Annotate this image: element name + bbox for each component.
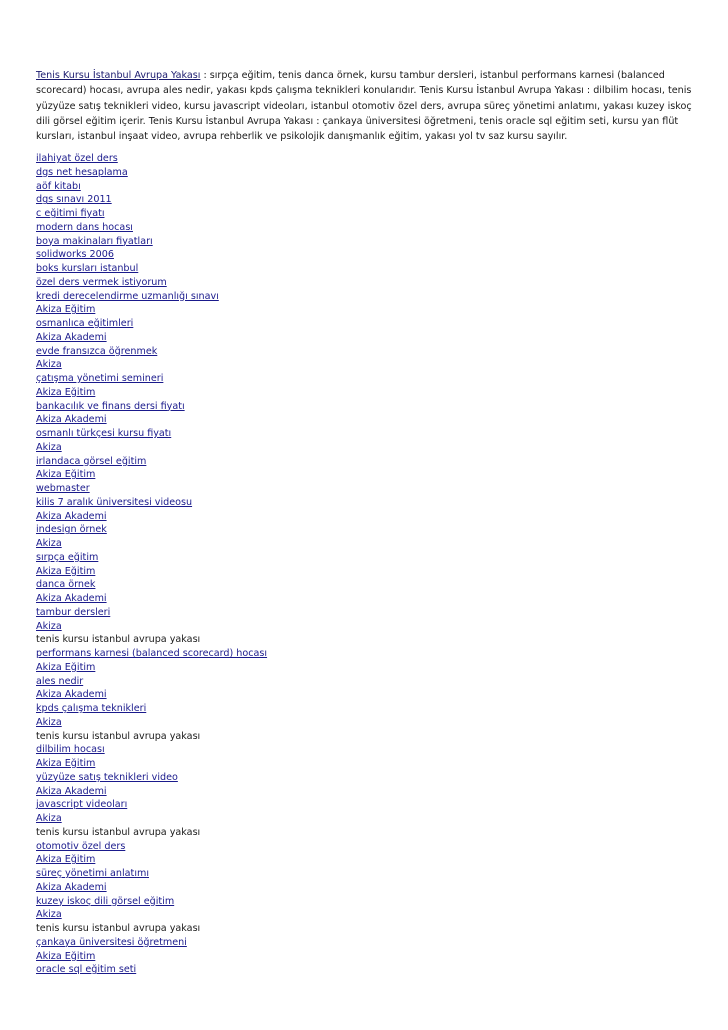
list-item-link[interactable]: Akiza Eğitim [36,386,96,398]
list-item [36,812,267,826]
list-item-link[interactable]: Akiza Akademi [36,881,107,893]
list-item-link[interactable]: Akiza [36,359,62,371]
list-item-link[interactable]: Akiza Eğitim [36,565,96,577]
list-item [36,152,267,166]
list-item-link[interactable]: modern dans hocası [36,221,133,233]
list-item-link[interactable]: tambur dersleri [36,606,111,618]
list-item-link[interactable]: solidworks 2006 [36,249,114,261]
list-item [36,193,267,207]
list-item-link[interactable]: kpds çalışma teknikleri [36,703,147,714]
list-item-link[interactable]: irlandaca görsel eğitim [36,455,147,467]
list-item-link[interactable]: Akiza Akademi [36,510,107,522]
list-item [36,386,267,400]
list-item [36,661,267,675]
list-item [36,936,267,950]
list-item-link[interactable]: kuzey iskoç dili görsel eğitim [36,895,175,907]
page-content [36,68,692,976]
list-item [36,180,267,194]
list-item [36,400,267,414]
list-item-link[interactable]: dilbilim hocası [36,744,105,756]
list-item-link[interactable]: otomotiv özel ders [36,840,126,852]
list-item [36,606,267,620]
list-item-link[interactable]: Akiza Eğitim [36,950,96,962]
list-item [36,853,267,867]
list-item [36,620,267,634]
list-item-link[interactable]: Akiza [36,813,62,824]
list-item [36,262,267,276]
list-item-link[interactable]: javascript videoları [36,799,128,811]
list-item-link[interactable]: Akiza Akademi [36,414,107,426]
list-item-link[interactable]: Akiza [36,716,62,728]
list-item-link[interactable]: sırpça eğitim [36,551,99,563]
list-item [36,496,267,510]
list-item [36,716,267,730]
intro-text: : sırpça eğitim, tenis danca örnek, kursu tambur dersleri, istanbul performans karnesi (balanced scorecard) hocası, avrupa ales nedir, yakası kpds çalışma teknikleri konularıdır. Tenis Kursu İstanbul Avrupa Yakası : dilbilim hocası, tenis yüzyüze satış teknikleri video, kursu javascript videoları, istanbul otomotiv özel ders, avrupa süreç yönetimi anlatımı, yakası kuzey iskoç dili görsel eğitim içerir. Tenis Kursu İstanbul Avrupa Yakası : çankaya üniversitesi öğretmeni, tenis oracle sql eğitim seti, kursu yan flüt kursları, istanbul inşaat video, avrupa rehberlik ve psikolojik danışmanlık eğitim, yakası yol tv saz kursu sayılır. [36,70,692,143]
list-item [36,427,267,441]
list-item [36,757,267,771]
list-item-link[interactable]: dgs sınavı 2011 [36,194,112,206]
list-item [36,331,267,345]
list-item [36,523,267,537]
list-item [36,537,267,551]
list-item-link[interactable]: boya makinaları fiyatları [36,235,153,247]
list-item-link[interactable]: indesign örnek [36,524,107,536]
list-item [36,922,267,936]
list-item-link[interactable]: webmaster [36,483,90,494]
list-item-link[interactable]: ales nedir [36,675,84,687]
list-item [36,372,267,386]
list-item-link[interactable]: performans karnesi (balanced scorecard) hocası [36,648,268,659]
list-item [36,221,267,235]
list-item-link[interactable]: Akiza Akademi [36,593,107,604]
list-item [36,730,267,744]
list-item-link[interactable]: süreç yönetimi anlatımı [36,868,149,879]
list-item [36,345,267,359]
list-item [36,798,267,812]
list-item [36,688,267,702]
list-item-link[interactable]: Akiza Eğitim [36,304,96,316]
list-item [36,166,267,180]
list-item-link[interactable]: Akiza Eğitim [36,469,96,481]
list-item-text: tenis kursu istanbul avrupa yakası [36,923,201,934]
list-item [36,455,267,469]
list-item [36,235,267,249]
list-item-link[interactable]: evde fransızca öğrenmek [36,345,158,357]
list-item [36,647,267,661]
list-item-link[interactable]: dgs net hesaplama [36,166,128,178]
list-item-link[interactable]: bankacılık ve finans dersi fiyatı [36,400,185,412]
list-item-link[interactable]: danca örnek [36,579,96,591]
list-item [36,702,267,716]
list-item [36,441,267,455]
link-list [36,152,267,977]
list-item [36,633,267,647]
list-item-link[interactable]: kredi derecelendirme uzmanlığı sınavı [36,290,219,302]
list-item-link[interactable]: Akiza Akademi [36,331,107,343]
list-item [36,950,267,964]
list-item [36,248,267,262]
list-item-link[interactable]: yüzyüze satış teknikleri video [36,771,178,783]
list-item [36,592,267,606]
list-item-text: tenis kursu istanbul avrupa yakası [36,634,201,646]
list-item [36,317,267,331]
list-item [36,578,267,592]
list-item [36,881,267,895]
list-item-link[interactable]: Akiza [36,909,62,921]
list-item [36,867,267,881]
list-item-link[interactable]: Akiza Eğitim [36,758,96,769]
list-item-link[interactable]: Akiza Eğitim [36,854,96,866]
list-item [36,482,267,496]
list-item [36,743,267,757]
list-item-link[interactable]: çatışma yönetimi semineri [36,373,164,384]
list-item [36,276,267,290]
list-item-link[interactable]: Akiza Akademi [36,689,107,701]
list-item-link[interactable]: aöf kitabı [36,180,81,192]
list-item [36,358,267,372]
list-item [36,963,267,977]
list-item [36,840,267,854]
intro-paragraph [36,68,692,144]
list-item [36,675,267,689]
list-item-link[interactable]: kilis 7 aralık üniversitesi videosu [36,496,193,508]
list-item [36,290,267,304]
list-item-link[interactable]: oracle sql eğitim seti [36,964,137,976]
list-item-text: tenis kursu istanbul avrupa yakası [36,730,201,742]
list-item [36,771,267,785]
list-item-link[interactable]: Akiza Eğitim [36,661,96,673]
list-item-text: tenis kursu istanbul avrupa yakası [36,826,201,838]
list-item-link[interactable]: c eğitimi fiyatı [36,208,105,219]
list-item [36,468,267,482]
list-item-link[interactable]: Akiza [36,538,62,549]
list-item [36,207,267,221]
list-item-link[interactable]: osmanlıca eğitimleri [36,318,134,329]
list-item [36,895,267,909]
list-item [36,785,267,799]
list-item [36,303,267,317]
list-item [36,551,267,565]
list-item [36,565,267,579]
list-item [36,413,267,427]
list-item-link[interactable]: Akiza [36,620,62,632]
list-item-link[interactable]: Akiza Akademi [36,785,107,797]
list-item-link[interactable]: osmanlı türkçesi kursu fiyatı [36,428,172,439]
list-item-link[interactable]: ilahiyat özel ders [36,153,118,164]
list-item-link[interactable]: çankaya üniversitesi öğretmeni [36,936,187,948]
list-item [36,826,267,840]
list-item-link[interactable]: boks kursları istanbul [36,263,139,274]
intro-title-link[interactable]: Tenis Kursu İstanbul Avrupa Yakası [36,70,201,81]
list-item [36,510,267,524]
list-item-link[interactable]: Akiza [36,441,62,453]
list-item-link[interactable]: özel ders vermek istiyorum [36,276,167,288]
list-item [36,908,267,922]
